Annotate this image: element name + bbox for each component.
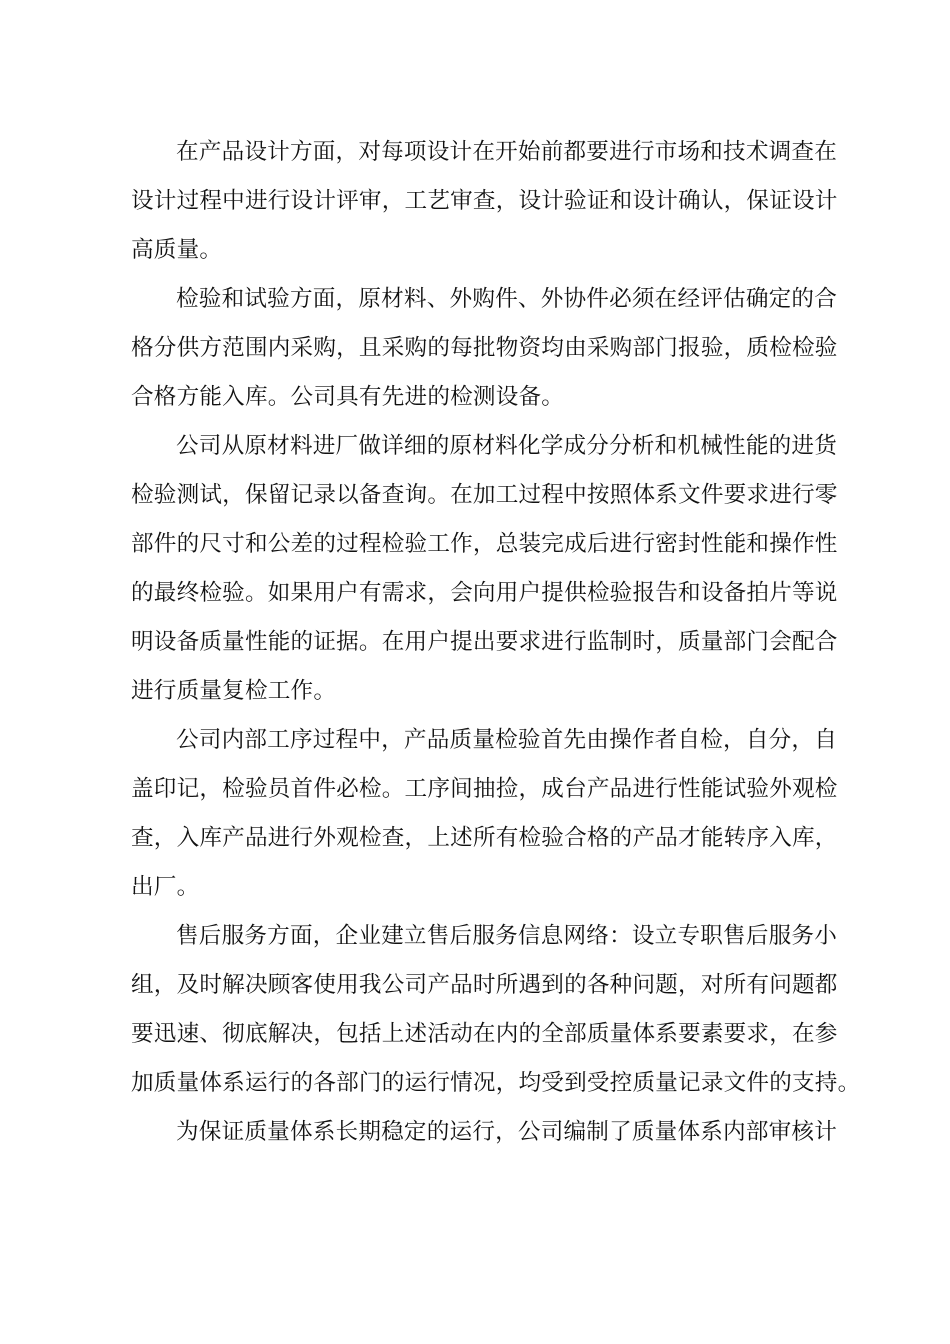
text-line: 高质量。 [131,237,223,263]
text-line: 检验和试验方面，原材料、外购件、外协件必须在经评估确定的合 [176,286,838,312]
text-line: 加质量体系运行的各部门的运行情况，均受到受控质量记录文件的支持。 [131,1070,861,1096]
text-line: 公司从原材料进厂做详细的原材料化学成分分析和机械性能的进货 [176,433,838,459]
text-line: 在产品设计方面，对每项设计在开始前都要进行市场和技术调查在 [176,139,838,165]
text-line: 明设备质量性能的证据。在用户提出要求进行监制时，质量部门会配合 [131,629,838,655]
text-line: 为保证质量体系长期稳定的运行，公司编制了质量体系内部审核计 [176,1119,838,1145]
text-line: 部件的尺寸和公差的过程检验工作，总装完成后进行密封性能和操作性 [131,531,838,557]
text-line: 设计过程中进行设计评审，工艺审查，设计验证和设计确认，保证设计 [131,188,838,214]
text-line: 合格方能入库。公司具有先进的检测设备。 [131,384,565,410]
text-line: 公司内部工序过程中，产品质量检验首先由操作者自检，自分，自 [176,727,838,753]
text-line: 格分供方范围内采购，且采购的每批物资均由采购部门报验，质检检验 [131,335,838,361]
text-line: 的最终检验。如果用户有需求，会向用户提供检验报告和设备拍片等说 [131,580,838,606]
text-line: 出厂。 [131,874,200,900]
text-line: 盖印记，检验员首件必检。工序间抽捡，成台产品进行性能试验外观检 [131,776,838,802]
paragraph-inspection-testing [131,275,838,422]
paragraph-raw-material-testing [131,422,838,716]
text-line: 进行质量复检工作。 [131,678,337,704]
paragraph-after-sales [131,912,861,1108]
paragraph-internal-process [131,716,838,912]
text-line: 查，入库产品进行外观检查，上述所有检验合格的产品才能转序入库， [131,825,838,851]
text-line: 售后服务方面，企业建立售后服务信息网络：设立专职售后服务小 [176,923,838,949]
text-line: 检验测试，保留记录以备查询。在加工过程中按照体系文件要求进行零 [131,482,838,508]
text-line: 组，及时解决顾客使用我公司产品时所遇到的各种问题，对所有问题都 [131,972,838,998]
document-body [131,128,861,1157]
text-line: 要迅速、彻底解决，包括上述活动在内的全部质量体系要素要求，在参 [131,1021,838,1047]
paragraph-product-design [131,128,838,275]
paragraph-quality-system [131,1108,838,1157]
